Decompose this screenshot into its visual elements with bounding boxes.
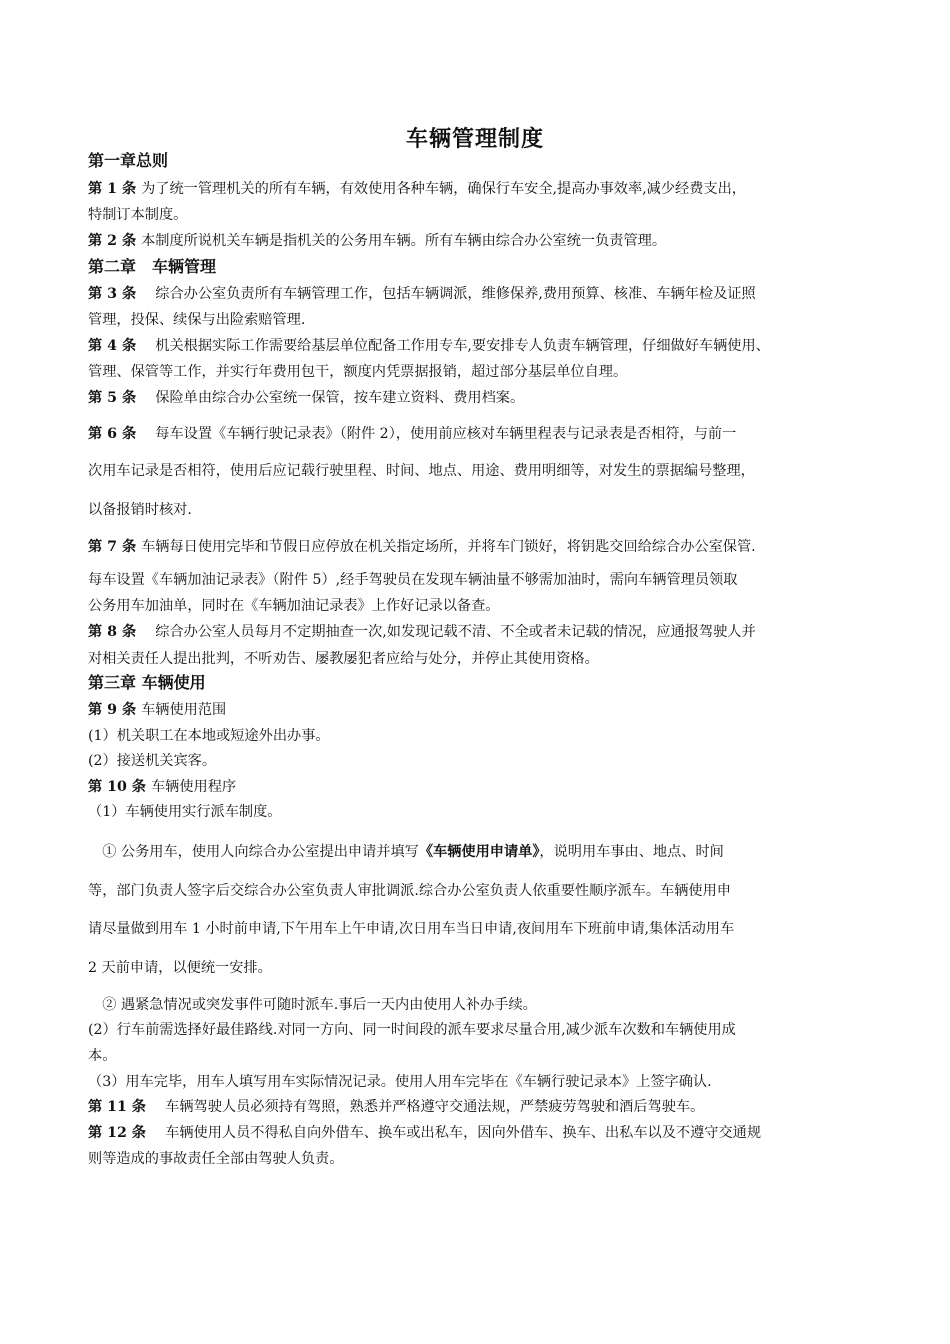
chapter-heading-text: 第三章 车辆使用: [88, 673, 206, 692]
line-text: 公务用车加油单，同时在《车辆加油记录表》上作好记录以备查。: [88, 598, 500, 614]
line-text: 保险单由综合办公室统一保管，按车建立资料、费用档案。: [141, 390, 525, 406]
line-text: 次用车记录是否相符，使用后应记载行驶里程、时间、地点、用途、费用明细等，对发生的票据编号整理，: [88, 463, 755, 479]
line-text: 对相关责任人提出批判，不听劝告、屡教屡犯者应给与处分，并停止其使用资格。: [88, 651, 599, 667]
paragraph-line: [88, 996, 537, 1014]
article-label: 第 11 条: [88, 1099, 151, 1115]
line-text: (1）机关职工在本地或短途外出办事。: [88, 728, 330, 744]
paragraph-line: [88, 959, 272, 977]
paragraph-line: [88, 1124, 761, 1142]
article-label: 第 7 条: [88, 539, 142, 555]
article-label: 第 2 条: [88, 233, 142, 249]
paragraph-line: [88, 363, 627, 381]
line-text: 2 天前申请，以便统一安排。: [88, 960, 272, 976]
paragraph-line: [88, 623, 756, 641]
paragraph-line: [88, 843, 724, 861]
paragraph-line: [88, 778, 236, 796]
paragraph-line: [88, 538, 756, 556]
line-text: 车辆使用范围: [141, 702, 227, 718]
paragraph-line: [88, 311, 305, 329]
line-text: （3）用车完毕，用车人填写用车实际情况记录。使用人用车完毕在《车辆行驶记录本》上签字确认.: [88, 1074, 712, 1090]
article-label: 第 8 条: [88, 624, 142, 640]
line-text: 每车设置《车辆加油记录表》（附件 5）,经手驾驶员在发现车辆油量不够需加油时，需向车辆管理员领取: [88, 572, 738, 588]
chapter-heading: [88, 674, 206, 692]
line-text-tail: ，说明用车事由、地点、时间: [539, 844, 724, 860]
line-text: 每车设置《车辆行驶记录表》（附件 2），使用前应核对车辆里程表与记录表是否相符，与前一: [141, 426, 737, 442]
paragraph-line: [88, 285, 756, 303]
line-text: 特制订本制度。: [88, 207, 188, 223]
paragraph-line: [88, 752, 216, 770]
paragraph-line: [88, 882, 731, 900]
line-text: 机关根据实际工作需要给基层单位配备工作用专车,要安排专人负责车辆管理，仔细做好车辆使用、: [141, 338, 770, 354]
line-text: 以备报销时核对.: [88, 502, 192, 518]
paragraph-line: [88, 1098, 704, 1116]
line-text: 本制度所说机关车辆是指机关的公务用车辆。所有车辆由综合办公室统一负责管理。: [141, 233, 667, 249]
article-label: 第 12 条: [88, 1125, 151, 1141]
paragraph-line: [88, 1073, 712, 1091]
paragraph-line: [88, 1150, 343, 1168]
paragraph-line: [88, 1047, 116, 1065]
document-title: 车辆管理制度: [405, 126, 544, 152]
line-text: (2）行车前需选择好最佳路线.对同一方向、同一时间段的派车要求尽量合用,减少派车次数和车辆使用成: [88, 1022, 736, 1038]
chapter-heading: [88, 152, 168, 170]
line-text: （1）车辆使用实行派车制度。: [88, 804, 282, 820]
article-label: 第 3 条: [88, 286, 142, 302]
line-text: 则等造成的事故责任全部由驾驶人负责。: [88, 1151, 344, 1167]
line-text: 综合办公室人员每月不定期抽查一次,如发现记载不清、不全或者未记载的情况，应通报驾驶人并: [141, 624, 756, 640]
paragraph-line: [88, 701, 226, 719]
paragraph-line: [88, 232, 666, 250]
line-text: 请尽量做到用车 1 小时前申请,下午用车上午申请,次日用车当日申请,夜间用车下班前申请,集体活动用车: [88, 921, 735, 937]
line-text: 车辆驾驶人员必须持有驾照，熟悉并严格遵守交通法规，严禁疲劳驾驶和酒后驾驶车。: [150, 1099, 705, 1115]
paragraph-line: [88, 803, 281, 821]
line-text: 为了统一管理机关的所有车辆，有效使用各种车辆，确保行车安全,提高办事效率,减少经费支出，: [141, 181, 746, 197]
paragraph-line: [88, 571, 737, 589]
paragraph-line: [88, 337, 770, 355]
paragraph-line: [88, 597, 499, 615]
line-text: (2）接送机关宾客。: [88, 753, 217, 769]
line-text: 车辆使用程序: [150, 779, 237, 795]
line-text: ② 遇紧急情况或突发事件可随时派车.事后一天内由使用人补办手续。: [88, 997, 537, 1013]
line-text: 本。: [88, 1048, 117, 1064]
paragraph-line: [88, 650, 599, 668]
paragraph-line: [88, 920, 734, 938]
line-text: 管理、保管等工作，并实行年费用包干，额度内凭票据报销，超过部分基层单位自理。: [88, 364, 628, 380]
paragraph-line: [88, 1021, 736, 1039]
chapter-heading: [88, 258, 216, 276]
line-text: 车辆使用人员不得私自向外借车、换车或出私车，因向外借车、换车、出私车以及不遵守交通规: [150, 1125, 762, 1141]
paragraph-line: [88, 180, 746, 198]
line-text: 等，部门负责人签字后交综合办公室负责人审批调派.综合办公室负责人依重要性顺序派车。车辆使用申: [88, 883, 731, 899]
paragraph-line: [88, 727, 330, 745]
line-text: 车辆每日使用完毕和节假日应停放在机关指定场所，并将车门锁好，将钥匙交回给综合办公室保管.: [141, 539, 756, 555]
line-text: 综合办公室负责所有车辆管理工作，包括车辆调派，维修保养,费用预算、核准、车辆年检及证照: [141, 286, 756, 302]
article-label: 第 5 条: [88, 390, 142, 406]
chapter-heading-text: 第二章 车辆管理: [88, 257, 217, 276]
line-text: ① 公务用车，使用人向综合办公室提出申请并填写: [88, 844, 419, 860]
article-label: 第 6 条: [88, 426, 142, 442]
paragraph-line: [88, 425, 736, 443]
paragraph-line: [88, 462, 755, 480]
article-label: 第 4 条: [88, 338, 142, 354]
form-name-bold: 《车辆使用申请单》: [418, 844, 540, 860]
article-label: 第 1 条: [88, 181, 142, 197]
paragraph-line: [88, 389, 524, 407]
line-text: 管理，投保、续保与出险索赔管理.: [88, 312, 306, 328]
article-label: 第 9 条: [88, 702, 142, 718]
paragraph-line: [88, 501, 192, 519]
chapter-heading-text: 第一章总则: [88, 151, 169, 170]
paragraph-line: [88, 206, 187, 224]
article-label: 第 10 条: [88, 779, 151, 795]
